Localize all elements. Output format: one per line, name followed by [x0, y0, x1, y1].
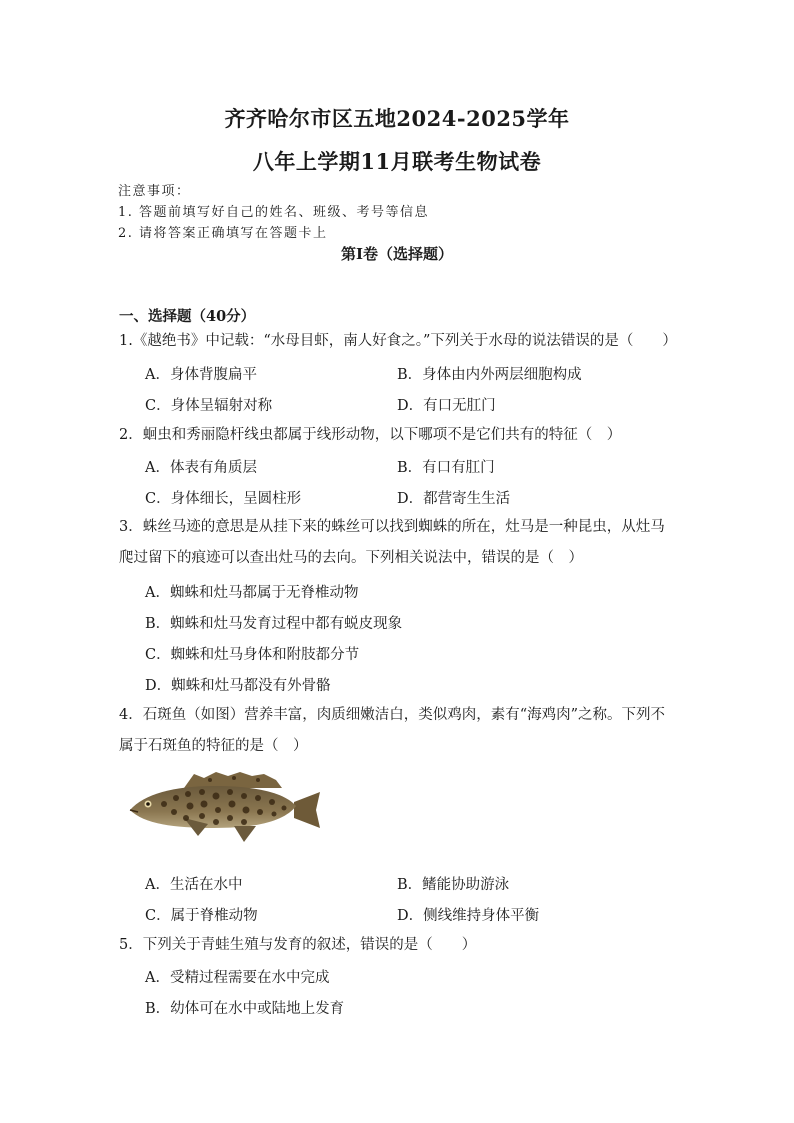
question-4-option-c: C．属于脊椎动物 — [145, 908, 258, 924]
notice-heading: 注意事项： — [118, 184, 191, 199]
question-3-option-d: D．蜘蛛和灶马都没有外骨骼 — [145, 678, 331, 694]
question-3-option-b: B．蜘蛛和灶马发育过程中都有蜕皮现象 — [145, 616, 403, 632]
grouper-fish-image — [124, 766, 324, 846]
question-1-option-a: A．身体背腹扁平 — [145, 367, 257, 383]
notice-item: 1. 答题前填写好自己的姓名、班级、考号等信息 — [118, 205, 430, 220]
exam-title-line1: 齐齐哈尔市区五地2024-2025学年 — [224, 106, 570, 131]
question-2-option-b: B．有口有肛门 — [397, 460, 495, 476]
question-5-option-a: A．受精过程需要在水中完成 — [145, 970, 330, 986]
section-title: 一、选择题（40分） — [119, 308, 256, 325]
question-2-option-d: D．都营寄生生活 — [397, 491, 511, 507]
notice-item: 2. 请将答案正确填写在答题卡上 — [118, 226, 328, 241]
question-3-stem: 3．蛛丝马迹的意思是从挂下来的蛛丝可以找到蜘蛛的所在，灶马是一种昆虫，从灶马爬过留下的痕迹可以查出灶马的去向。下列相关说法中，错误的是（ ） — [119, 519, 665, 566]
question-4-option-d: D．侧线维持身体平衡 — [397, 908, 540, 924]
question-2-option-c: C．身体细长，呈圆柱形 — [145, 491, 302, 507]
question-4-stem: 4．石斑鱼（如图）营养丰富，肉质细嫩洁白，类似鸡肉，素有“海鸡肉”之称。下列不属于石斑鱼的特征的是（ ） — [119, 707, 666, 754]
exam-title-line2: 八年上学期11月联考生物试卷 — [252, 149, 542, 174]
question-5-stem: 5．下列关于青蛙生殖与发育的叙述，错误的是（ ） — [119, 937, 477, 953]
question-3-option-a: A．蜘蛛和灶马都属于无脊椎动物 — [145, 585, 359, 601]
question-1-option-d: D．有口无肛门 — [397, 398, 496, 414]
question-2-stem: 2．蛔虫和秀丽隐杆线虫都属于线形动物，以下哪项不是它们共有的特征（ ） — [119, 427, 622, 443]
question-1-stem: 1.《越绝书》中记载：“水母目虾，南人好食之。”下列关于水母的说法错误的是（ ） — [119, 333, 677, 349]
question-1-option-c: C．身体呈辐射对称 — [145, 398, 273, 414]
question-4-option-a: A．生活在水中 — [145, 877, 243, 893]
question-4-option-b: B．鳍能协助游泳 — [397, 877, 510, 893]
question-1-option-b: B．身体由内外两层细胞构成 — [397, 367, 582, 383]
question-2-option-a: A．体表有角质层 — [145, 460, 257, 476]
question-5-option-b: B．幼体可在水中或陆地上发育 — [145, 1001, 345, 1017]
volume-title: 第I卷（选择题） — [340, 245, 454, 263]
question-3-option-c: C．蜘蛛和灶马身体和附肢都分节 — [145, 647, 360, 663]
